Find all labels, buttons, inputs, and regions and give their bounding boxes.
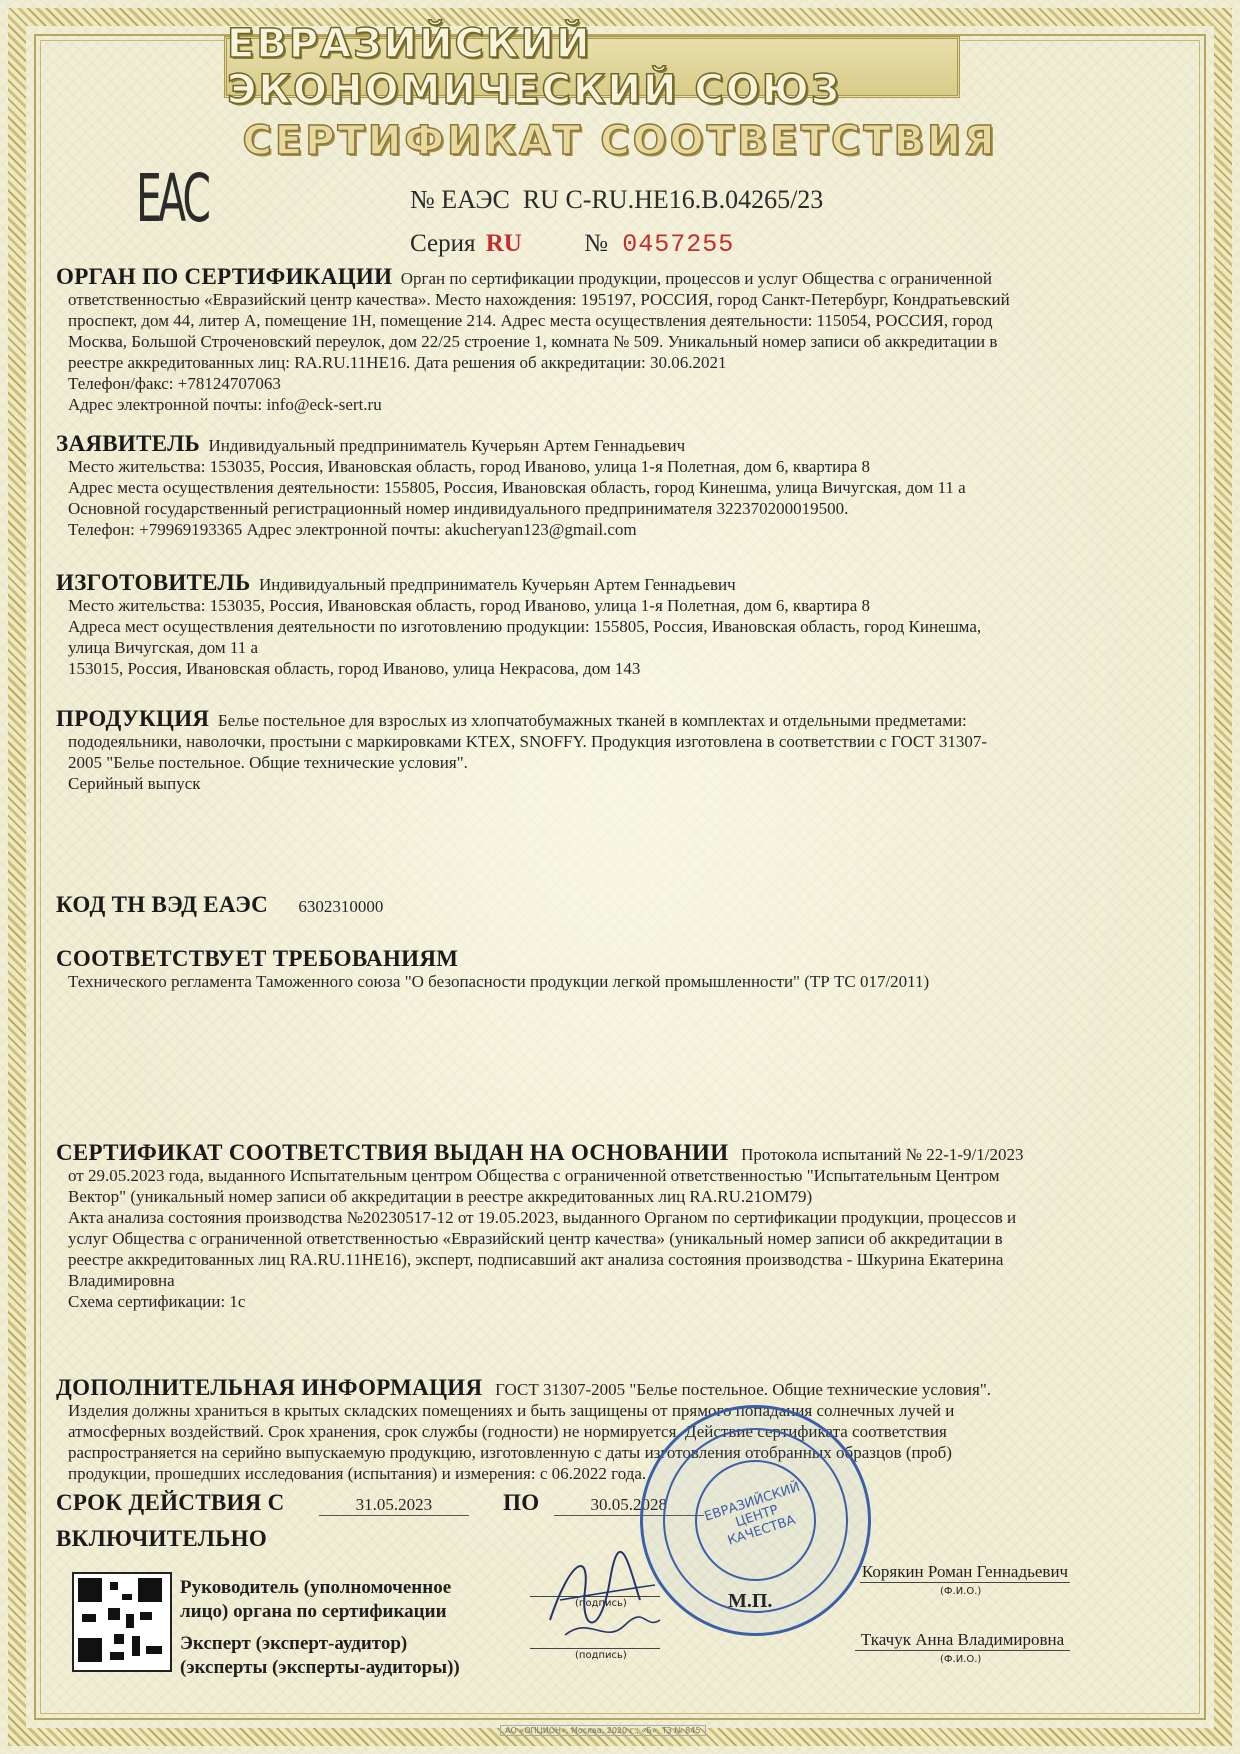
seal-caption: М.П.	[728, 1590, 773, 1612]
additional-section	[56, 1377, 1178, 1484]
head-signature-label: Руководитель (уполномоченное лицо) органа по сертификации	[180, 1577, 452, 1622]
code-value: 6302310000	[298, 897, 384, 916]
additional-line: Изделия должны храниться в крытых складских помещениях и быть защищены от прямого попадания солнечных лучей и	[68, 1401, 955, 1420]
expert-sign-caption: (подпись)	[575, 1650, 627, 1661]
organ-line: ответственностью «Евразийский центр качества». Место нахождения: 195197, РОССИЯ, город Санкт-Петербург, Кондратьевский	[68, 290, 1010, 309]
printer-imprint: АО «ОПЦИОН», Москва, 2020 г., «Б», ТЗ № 845	[500, 1725, 706, 1736]
manufacturer-line: улица Вичугская, дом 11 а	[68, 638, 259, 657]
certificate-number-value: RU C-RU.HE16.B.04265/23	[522, 185, 824, 214]
additional-heading: ДОПОЛНИТЕЛЬНАЯ ИНФОРМАЦИЯ	[56, 1375, 483, 1400]
basis-line: Владимировна	[68, 1271, 175, 1290]
manufacturer-line: Адреса мест осуществления деятельности по изготовлению продукции: 155805, Россия, Ивановская область, город Кинешма,	[68, 617, 982, 636]
validity-to-label: ПО	[503, 1490, 540, 1515]
product-line: пододеяльники, наволочки, простыни с маркировками KTEX, SNOFFY. Продукция изготовлена в соответствии с ГОСТ 31307-	[68, 732, 987, 751]
applicant-lead: Индивидуальный предприниматель Кучерьян Артем Геннадьевич	[208, 436, 686, 455]
blank-number-value: 0457255	[622, 230, 735, 259]
basis-heading: СЕРТИФИКАТ СООТВЕТСТВИЯ ВЫДАН НА ОСНОВАНИИ	[56, 1140, 729, 1165]
product-line: 2005 "Белье постельное. Общие технические условия".	[68, 753, 468, 772]
applicant-line: Место жительства: 153035, Россия, Ивановская область, город Иваново, улица 1-я Полетная, дом 6, квартира 8	[68, 457, 871, 476]
product-section	[56, 708, 1178, 794]
basis-line: Акта анализа состояния производства №20230517-12 от 19.05.2023, выданного Органом по сертификации продукции, процессов и	[68, 1208, 1017, 1227]
product-lead: Белье постельное для взрослых из хлопчатобумажных тканей в комплектах и отдельными предметами:	[217, 711, 967, 730]
manufacturer-section	[56, 572, 1178, 679]
conforms-text: Технического регламента Таможенного союза "О безопасности продукции легкой промышленности" (ТР ТС 017/2011)	[68, 972, 930, 991]
union-banner-text: ЕВРАЗИЙСКИЙ ЭКОНОМИЧЕСКИЙ СОЮЗ	[227, 21, 842, 113]
organ-line: Москва, Большой Строченовский переулок, дом 22/25 строение 1, комната № 509. Уникальный номер записи об аккредитации в	[68, 332, 998, 351]
conforms-heading: СООТВЕТСТВУЕТ ТРЕБОВАНИЯМ	[56, 946, 459, 971]
series-row	[410, 230, 734, 259]
additional-line: атмосферных воздействий. Срок хранения, срок службы (годности) не нормируется. Действие сертификата соответствия	[68, 1422, 947, 1441]
additional-line: распространяется на серийно выпускаемую продукцию, изготовленную с даты изготовления отобранных образцов (проб)	[68, 1443, 952, 1462]
additional-line: продукции, прошедших исследования (испытания) и измерения: с 06.2022 года.	[68, 1464, 647, 1483]
organ-heading: ОРГАН ПО СЕРТИФИКАЦИИ	[56, 264, 393, 289]
head-name: Корякин Роман Геннадьевич	[861, 1562, 1069, 1581]
basis-line: от 29.05.2023 года, выданного Испытательным центром Общества с ограниченной ответственностью "Испытательным Центром	[68, 1166, 1000, 1185]
blank-number-label: №	[584, 230, 608, 257]
stamp-text: ЕВРАЗИЙСКИЙ ЦЕНТР КАЧЕСТВА	[702, 1479, 802, 1549]
series-value: RU	[485, 230, 522, 257]
organ-section	[56, 266, 1178, 415]
manufacturer-heading: ИЗГОТОВИТЕЛЬ	[56, 570, 251, 595]
union-banner	[224, 21, 960, 113]
applicant-line: Телефон: +79969193365 Адрес электронной почты: akucheryan123@gmail.com	[68, 520, 637, 539]
organ-line: Адрес электронной почты: info@eck-sert.ru	[68, 395, 382, 414]
expert-fio-caption: (Ф.И.О.)	[940, 1654, 982, 1665]
certificate-title: СЕРТИФИКАТ СООТВЕТСТВИЯ	[242, 118, 998, 164]
certificate-number-label: № ЕАЭС	[410, 185, 510, 214]
additional-lead: ГОСТ 31307-2005 "Белье постельное. Общие технические условия".	[495, 1380, 992, 1399]
applicant-line: Адрес места осуществления деятельности: 155805, Россия, Ивановская область, город Кинешма, улица Вичугская, дом 11 а	[68, 478, 966, 497]
organ-line: реестре аккредитованных лиц: RA.RU.11HE16. Дата решения об аккредитации: 30.06.2021	[68, 353, 727, 372]
basis-line: услуг Общества с ограниченной ответственностью «Евразийский центр качества» (уникальный номер записи об аккредитации в	[68, 1229, 1003, 1248]
applicant-line: Основной государственный регистрационный номер индивидуального предпринимателя 322370200019500.	[68, 499, 849, 518]
basis-line: реестре аккредитованных лиц RA.RU.11HE16), эксперт, подписавший акт анализа состояния производства - Шкурина Екатерина	[68, 1250, 1004, 1269]
head-sign-caption: (подпись)	[575, 1598, 627, 1609]
expert-name: Ткачук Анна Владимировна	[855, 1630, 1070, 1651]
organ-lead: Орган по сертификации продукции, процессов и услуг Общества с ограниченной	[400, 269, 992, 288]
organ-line: проспект, дом 44, литер А, помещение 1Н, помещение 214. Адрес места осуществления деятельности: 115054, РОССИЯ, город	[68, 311, 993, 330]
applicant-section	[56, 433, 1178, 540]
organ-seal-stamp	[640, 1405, 871, 1636]
code-heading: КОД ТН ВЭД ЕАЭС	[56, 892, 269, 917]
manufacturer-lead: Индивидуальный предприниматель Кучерьян Артем Геннадьевич	[258, 575, 736, 594]
manufacturer-line: 153015, Россия, Ивановская область, город Иваново, улица Некрасова, дом 143	[68, 659, 641, 678]
manufacturer-line: Место жительства: 153035, Россия, Ивановская область, город Иваново, улица 1-я Полетная, дом 6, квартира 8	[68, 596, 871, 615]
code-section	[56, 894, 1178, 917]
certificate-number	[410, 185, 823, 215]
head-fio-caption: (Ф.И.О.)	[940, 1586, 982, 1597]
conforms-section	[56, 948, 1178, 992]
basis-line: Схема сертификации: 1с	[68, 1292, 246, 1311]
basis-section	[56, 1142, 1178, 1312]
series-label: Серия	[410, 230, 476, 257]
product-line: Серийный выпуск	[68, 774, 201, 793]
expert-signature-label: Эксперт (эксперт-аудитор) (эксперты (эксперты-аудиторы))	[180, 1633, 460, 1678]
eac-logo: ЕАС	[136, 160, 208, 237]
qr-code	[72, 1572, 172, 1672]
validity-inclusive: ВКЛЮЧИТЕЛЬНО	[56, 1526, 268, 1551]
validity-to: 30.05.2028	[554, 1494, 704, 1516]
organ-line: Телефон/факс: +78124707063	[68, 374, 281, 393]
product-heading: ПРОДУКЦИЯ	[56, 706, 210, 731]
applicant-heading: ЗАЯВИТЕЛЬ	[56, 431, 201, 456]
validity-from: 31.05.2023	[319, 1494, 469, 1516]
basis-line: Вектор" (уникальный номер записи об аккредитации в реестре аккредитованных лиц RA.RU.21OM79)	[68, 1187, 813, 1206]
basis-lead: Протокола испытаний № 22-1-9/1/2023	[741, 1145, 1024, 1164]
validity-heading: СРОК ДЕЙСТВИЯ С	[56, 1490, 285, 1515]
